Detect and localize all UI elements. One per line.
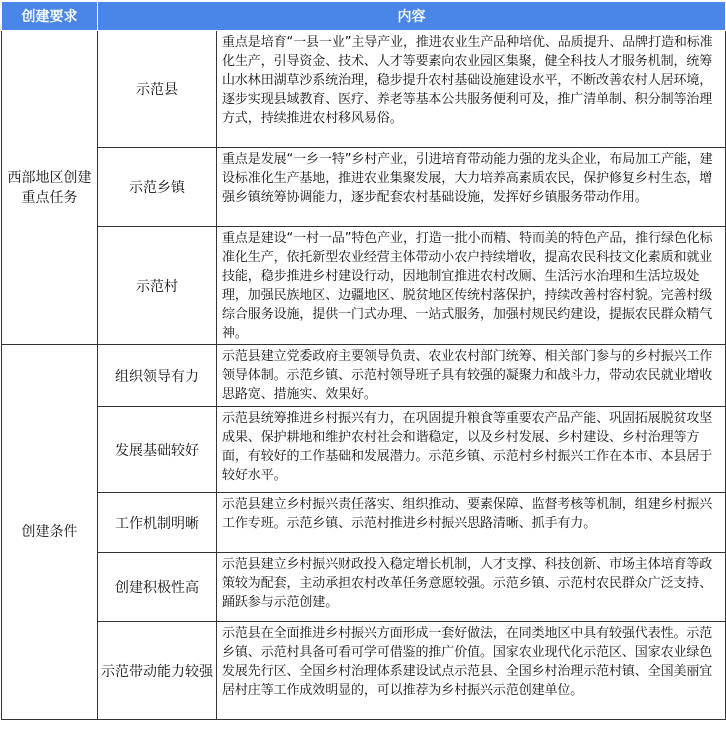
- row-category: 创建积极性高: [98, 553, 217, 622]
- row-content-text: 示范县在全面推进乡村振兴方面形成一套好做法，在同类地区中具有较强代表性。示范乡镇、示范村具备可看可学可借鉴的推广价值。国家农业现代化示范区、国家农业绿色发展先行区、全国乡村治理体系建设试点示范县、全国乡村治理示范村镇、全国美丽宜居村庄等工作成效明显的，可以推荐为乡村振兴示范创建单位。: [222, 626, 713, 698]
- row-category: 工作机制明晰: [98, 493, 217, 553]
- table-row: [2, 227, 726, 345]
- header-content: 内容: [98, 2, 726, 31]
- row-content-text: 示范县建立党委政府主要领导负责、农业农村部门统筹、相关部门参与的乡村振兴工作领导体制。示范乡镇、示范村领导班子具有较强的凝聚力和战斗力，带动农民就业增收思路宽、措施实、效果好。: [222, 349, 713, 402]
- row-content-text: 示范县统筹推进乡村振兴有力，在巩固提升粮食等重要农产品产能、巩固拓展脱贫攻坚成果、保护耕地和维护农村社会和谐稳定，以及乡村发展、乡村建设、乡村治理等方面，有较好的工作基础和发展潜力。示范乡镇、示范村乡村振兴工作在本市、本县居于较好水平。: [222, 411, 713, 483]
- row-category: 示范带动能力较强: [98, 622, 217, 720]
- group-label-western-tasks: 西部地区创建重点任务: [2, 31, 98, 345]
- row-content: [217, 493, 726, 553]
- row-content: [217, 553, 726, 622]
- row-content: [217, 31, 726, 148]
- row-category: 发展基础较好: [98, 407, 217, 493]
- table-row: [2, 493, 726, 553]
- row-content-text: 示范县建立乡村振兴财政投入稳定增长机制，人才支撑、科技创新、市场主体培育等政策较为配套，主动承担农村改革任务意愿较强。示范乡镇、示范村农民群众广泛支持、踊跃参与示范创建。: [222, 557, 713, 610]
- row-content: [217, 622, 726, 720]
- header-requirement: 创建要求: [2, 2, 98, 31]
- table-header-row: [2, 2, 726, 31]
- row-content: [217, 345, 726, 407]
- row-category: 示范村: [98, 227, 217, 345]
- row-category: 示范县: [98, 31, 217, 148]
- row-content-text: 重点是建设“一村一品”特色产业，打造一批小而精、特而美的特色产品，推行绿色化标准化生产，依托新型农业经营主体带动小农户持续增收，提高农民科技文化素质和就业技能，稳步推进乡村建设行动，因地制宜推进农村改厕、生活污水治理和生活垃圾处理，加强民族地区、边疆地区、脱贫地区传统村落保护，持续改善村容村貌。完善村级综合服务设施，提供一门式办理、一站式服务，加强村规民约建设，提振农民群众精气神。: [222, 231, 713, 341]
- table-row: [2, 31, 726, 148]
- row-content-text: 重点是发展“一乡一特”乡村产业，引进培育带动能力强的龙头企业，布局加工产能，建设标准化生产基地，推进农业集聚发展，大力培养高素质农民，保护修复乡村生态，增强乡镇统筹协调能力，逐步配套农村基础设施，发挥好乡镇服务带动作用。: [222, 152, 713, 205]
- table-row: [2, 622, 726, 720]
- table-row: [2, 345, 726, 407]
- table-row: [2, 407, 726, 493]
- row-category: 组织领导有力: [98, 345, 217, 407]
- table-row: [2, 148, 726, 227]
- row-content: [217, 227, 726, 345]
- row-content-text: 示范县建立乡村振兴责任落实、组织推动、要素保障、监督考核等机制，组建乡村振兴工作专班。示范乡镇、示范村推进乡村振兴思路清晰、抓手有力。: [222, 497, 713, 531]
- requirements-table: [1, 1, 726, 720]
- row-content-text: 重点是培育“一县一业”主导产业，推进农业生产品种培优、品质提升、品牌打造和标准化生产，引导资金、技术、人才等要素向农业园区集聚，健全科技人才服务机制，统筹山水林田湖草沙系统治理，稳步提升农村基础设施建设水平，不断改善农村人居环境，逐步实现县域教育、医疗、养老等基本公共服务便利可及，推广清单制、积分制等治理方式，持续推进农村移风易俗。: [222, 35, 713, 126]
- row-content: [217, 148, 726, 227]
- row-category: 示范乡镇: [98, 148, 217, 227]
- group-label-conditions: 创建条件: [2, 345, 98, 720]
- row-content: [217, 407, 726, 493]
- table-row: [2, 553, 726, 622]
